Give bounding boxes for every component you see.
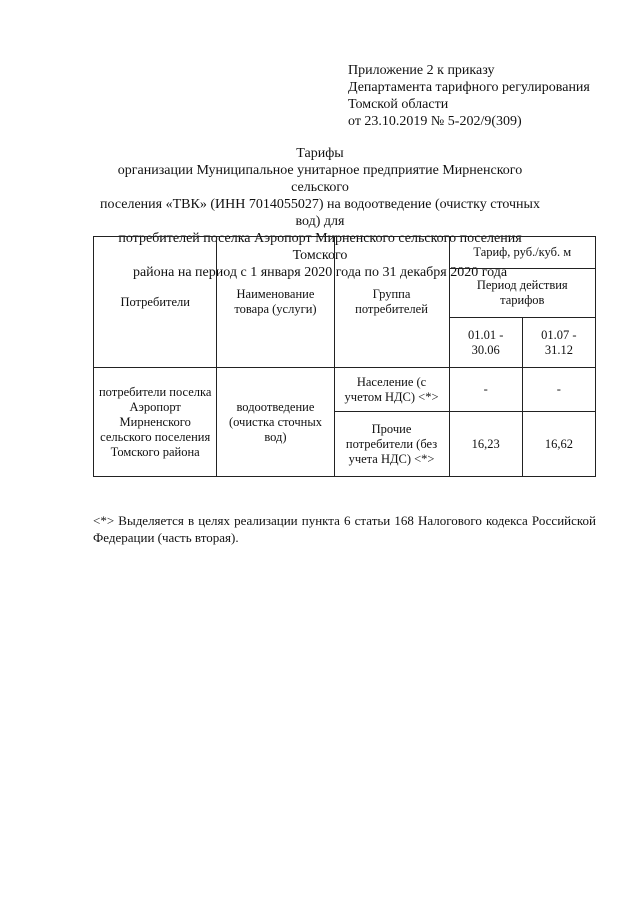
header-group: Группа потребителей [334, 237, 449, 368]
title-heading: Тарифы [296, 146, 344, 161]
title-line-4: района на период с 1 января 2020 года по 31 декабря 2020 года [132, 265, 508, 280]
cell-group: Прочие потребители (без учета НДС) <*> [334, 412, 449, 477]
cell-tariff-period-1: - [449, 368, 522, 412]
cell-service: водоотведение (очистка сточных вод) [217, 368, 334, 477]
header-tariff: Тариф, руб./куб. м [449, 237, 595, 269]
annex-line-3: Томской области [348, 97, 449, 112]
footnote: <*> Выделяется в целях реализации пункта 6 статьи 168 Налогового кодекса Российской Федерации (часть вторая). [93, 513, 596, 545]
annex-block [348, 62, 590, 130]
table-header-row [94, 237, 596, 269]
annex-line-2: Департамента тарифного регулирования [348, 80, 590, 95]
cell-consumers: потребители поселка Аэропорт Мирненского сельского поселения Томского района [94, 368, 217, 477]
annex-line-4: от 23.10.2019 № 5-202/9(309) [348, 114, 522, 129]
header-period: Период действия тарифов [449, 269, 595, 318]
title-line-3: потребителей поселка Аэропорт Мирненского сельского поселения Томского [118, 231, 522, 263]
header-period-1: 01.01 - 30.06 [449, 318, 522, 368]
title-line-1: организации Муниципальное унитарное предприятие Мирненского сельского [117, 163, 523, 195]
header-period-2: 01.07 - 31.12 [522, 318, 595, 368]
cell-group: Население (с учетом НДС) <*> [334, 368, 449, 412]
cell-tariff-period-2: - [522, 368, 595, 412]
title-line-2: поселения «ТВК» (ИНН 7014055027) на водоотведение (очистку сточных вод) для [100, 197, 540, 229]
header-consumers: Потребители [94, 237, 217, 368]
header-service: Наименование товара (услуги) [217, 237, 334, 368]
tariff-table [93, 236, 596, 477]
cell-tariff-period-2: 16,62 [522, 412, 595, 477]
cell-tariff-period-1: 16,23 [449, 412, 522, 477]
annex-line-1: Приложение 2 к приказу [348, 63, 495, 78]
table-row [94, 368, 596, 412]
